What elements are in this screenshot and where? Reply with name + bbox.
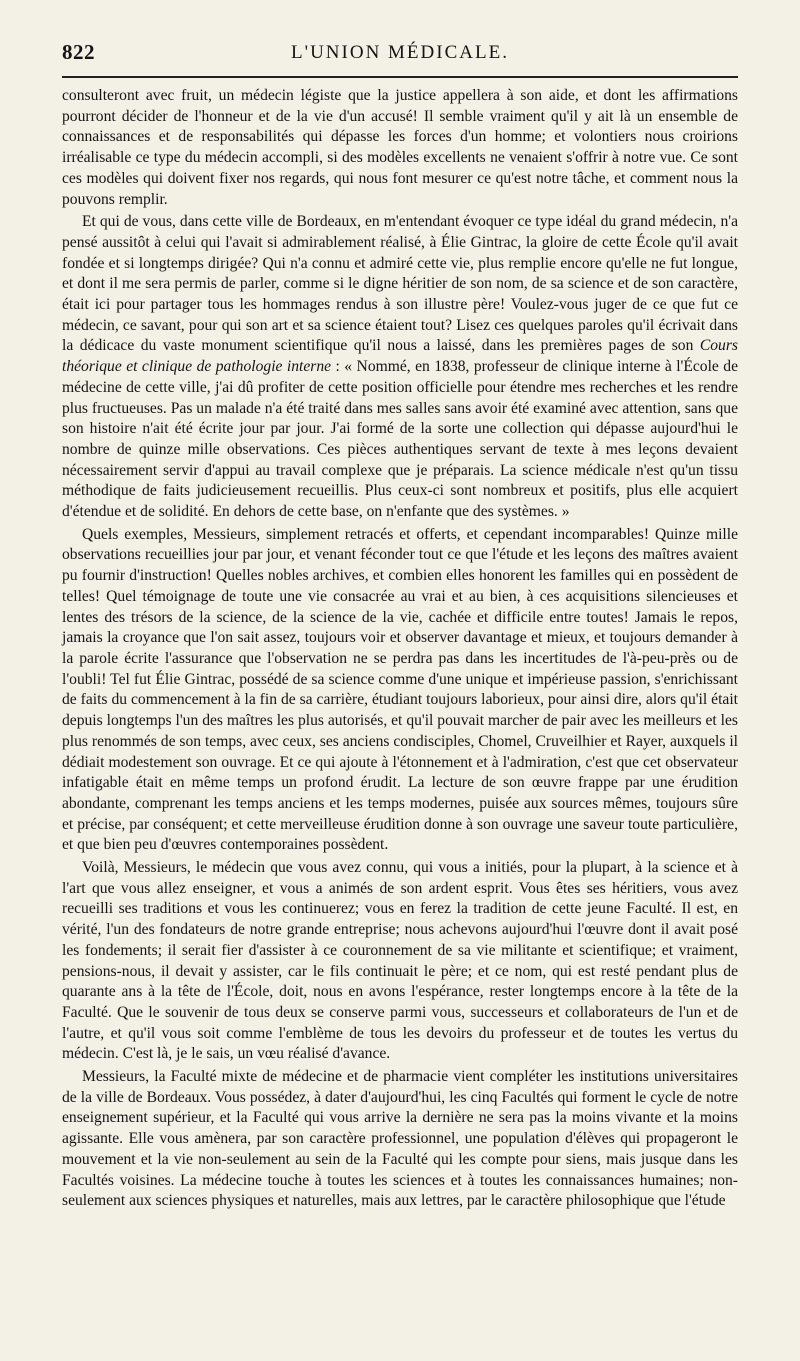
italic-title: Cours théorique et clinique de pathologie interne (62, 337, 738, 376)
paragraph-text: Voilà, Messieurs, le médecin que vous avez connu, qui vous a initiés, pour la plupart, à la science et à l'art que vous allez enseigner, et vous a animés de son ardent esprit. Vous êtes ses héritiers, vous avez recueilli ses traditions et vous les continuerez; vous en ferez la tradition de cette jeune Faculté. Il est, en vérité, l'un des fondateurs de notre grande entreprise; nous achevons aujourd'hui l'œuvre dont il avait posé les fondements; il serait fier d'assister à ce couronnement de sa vie militante et scientifique; et vraiment, pensions-nous, il devait y assister, car le fils continuait le père; et ce nom, qui est resté pendant plus de quarante ans à la tête de l'École, doit, nous en avons l'espérance, rester longtemps encore à la tête de la Faculté. Que le souvenir de tous deux se conserve parmi vous, successeurs et collaborateurs de l'un et de l'autre, et qu'il vous soit comme l'emblème de tous les devoirs du professeur et de toutes les vertus du médecin. C'est là, je le sais, un vœu réalisé d'avance. (62, 859, 738, 1063)
paragraph-text: Messieurs, la Faculté mixte de médecine et de pharmacie vient compléter les institutions universitaires de la ville de Bordeaux. Vous possédez, à dater d'aujourd'hui, les cinq Facultés qui forment le cycle de notre enseignement supérieur, et la Faculté qui vous arrive la dernière ne sera pas la moins vivante et la moins agissante. Elle vous amènera, par son caractère professionnel, une population d'élèves qui propageront le mouvement et la vie non-seulement au sein de la Faculté qui les compte pour siens, mais jusque dans les Facultés voisines. La médecine touche à toutes les sciences et à toutes les connaissances humaines; non-seulement aux sciences physiques et naturelles, mais aux lettres, par le caractère philosophique que l'étude (62, 1068, 738, 1210)
paragraph-text: Et qui de vous, dans cette ville de Bordeaux, en m'entendant évoquer ce type idéal du grand médecin, n'a pensé aussitôt à celui qui l'avait si admirablement réalisé, à Élie Gintrac, la gloire de cette École qu'il avait fondée et si longtemps dirigée? Qui n'a connu et admiré cette vie, plus remplie encore qu'elle ne fut longue, et dont il me sera permis de parler, comme si le digne héritier de son nom, de sa science et de son caractère, était ici pour partager tous les hommages rendus à son illustre père! Voulez-vous juger de ce que fut ce médecin, ce savant, pour qui son art et sa science étaient tout? Lisez ces quelques paroles qu'il écrivait dans la dédicace du vaste monument scientifique qu'il nous a laissé, dans les premières pages de son (62, 213, 738, 355)
paragraph (62, 86, 738, 210)
page-header (62, 40, 738, 76)
paragraph-text: Quels exemples, Messieurs, simplement retracés et offerts, et cependant incomparables! Quinze mille observations recueillies jour par jour, et venant féconder tout ce que l'étude et les leçons des maîtres avaient pu fournir d'instruction! Quelles nobles archives, et combien elles honorent les familles qui en possèdent de telles! Quel témoignage de toute une vie consacrée au vrai et au bien, à ces acquisitions silencieuses et lentes des trésors de la science, de la science de la vie, cachée et difficile entre toutes! Jamais le repos, jamais la croyance que l'on sait assez, toujours voir et observer davantage et mieux, et toujours demander à la parole écrite l'assurance que l'observation ne se perdra pas dans les incertitudes de l'à-peu-près ou de l'oubli! Tel fut Élie Gintrac, possédé de sa science comme d'une unique et impérieuse passion, s'enrichissant de faits du commencement à la fin de sa carrière, étudiant toujours laborieux, pour ainsi dire, alors qu'il était depuis longtemps l'un des maîtres les plus autorisés, et qu'il pouvait marcher de pair avec les meilleurs et les plus renommés de son temps, avec ceux, ses anciens condisciples, Chomel, Cruveilhier et Rayer, auxquels il dédiait modestement son ouvrage. Et ce qui ajoute à l'étonnement et à l'admiration, c'est que cet observateur infatigable était en même temps un profond érudit. La lecture de son œuvre frappe par une érudition abondante, comprenant les temps anciens et les temps modernes, puisée aux sources mêmes, toujours sûre et précise, par conséquent; et cette merveilleuse érudition donne à son ouvrage une saveur toute particulière, et que bien peu d'œuvres contemporaines possèdent. (62, 525, 738, 854)
paragraph-text: consulteront avec fruit, un médecin légiste que la justice appellera à son aide, et dont les affirmations pourront décider de l'honneur et de la vie d'un accusé! Il semble vraiment qu'il y ait là un ensemble de connaissances et de responsabilités qui dépasse les forces d'un homme; et volontiers nous croirions irréalisable ce type du médecin accompli, si des modèles excellents ne venaient s'offrir à notre vue. Ce sont ces modèles qui doivent fixer nos regards, qui nous font mesurer ce qu'est notre tâche, et comment nous la pouvons remplir. (62, 87, 738, 208)
body-text (62, 86, 738, 1212)
paragraph (62, 1067, 738, 1212)
paragraph (62, 858, 738, 1065)
page-number: 822 (62, 40, 95, 64)
paragraph (62, 525, 738, 856)
paragraph (62, 212, 738, 523)
running-title: L'UNION MÉDICALE. (291, 42, 509, 63)
header-rule (62, 76, 738, 78)
paragraph-text: : « Nommé, en 1838, professeur de clinique interne à l'École de médecine de cette ville, j'ai dû profiter de cette position officielle pour étendre mes recherches et les rendre plus fructueuses. Pas un malade n'a été traité dans mes salles sans avoir été examiné avec attention, sans que son histoire n'ait été écrite jour par jour. J'ai formé de la sorte une collection qui dépasse aujourd'hui le nombre de quinze mille observations. Ces pièces authentiques servant de texte à mes leçons devaient nécessairement servir d'appui au travail complexe que je préparais. La science médicale n'est qu'un tissu méthodique de faits judicieusement recueillis. Plus ceux-ci sont nombreux et positifs, plus elle acquiert d'étendue et de solidité. En dehors de cette base, on n'enfante que des systèmes. » (62, 358, 738, 521)
